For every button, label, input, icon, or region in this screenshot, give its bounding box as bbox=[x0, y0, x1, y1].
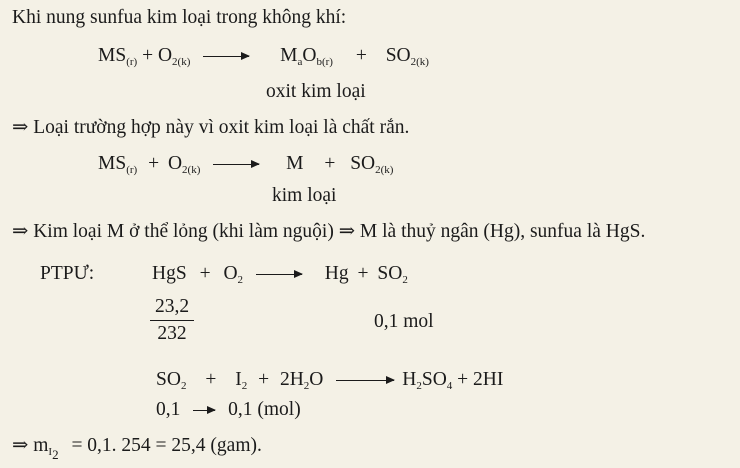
reaction-arrow bbox=[213, 164, 259, 165]
mole-ratio: 0,1 0,1 (mol) bbox=[156, 399, 301, 420]
ptpu-label: PTPƯ: bbox=[40, 263, 95, 284]
fraction-numerator: 23,2 bbox=[154, 296, 190, 317]
conclusion-2: ⇒ Kim loại M ở thể lỏng (khi làm nguội) ⇒ M là thuỷ ngân (Hg), sunfua là HgS. bbox=[12, 221, 646, 242]
reaction-4: $SO_2 + I_2 + 2H_2O$ $H_2SO_4 + 2HI$ bbox=[156, 369, 504, 392]
ptpu-reaction: HgS + $O_2$ $Hg + SO_2$ bbox=[152, 263, 408, 286]
ratio-arrow bbox=[193, 410, 215, 411]
reaction-2: $MS_{(r)} + O_{2(k)}$ $M + SO_{2(k)}$ bbox=[98, 153, 394, 176]
intro-text: Khi nung sunfua kim loại trong không khí: bbox=[12, 7, 347, 28]
reaction-1: $MS_{(r)} + O_{2(k)}$ $M_aO_{b(r)} + SO_{2(k)}$ bbox=[98, 45, 429, 68]
reaction-2-caption: kim loại bbox=[272, 185, 337, 206]
reaction-arrow bbox=[256, 274, 302, 275]
fraction-bar bbox=[150, 320, 194, 321]
reaction-arrow bbox=[336, 380, 394, 381]
reaction-arrow bbox=[203, 56, 249, 57]
fraction-denominator: 232 bbox=[157, 323, 187, 344]
mole-fraction bbox=[150, 296, 194, 345]
final-result: ⇒ $m_{I2} = 0,1$. 254 = 25,4 (gam). bbox=[12, 435, 262, 462]
mole-value: 0,1 mol bbox=[374, 311, 434, 332]
reaction-1-caption: oxit kim loại bbox=[266, 81, 366, 102]
conclusion-1: ⇒ Loại trường hợp này vì oxit kim loại là chất rắn. bbox=[12, 117, 410, 138]
